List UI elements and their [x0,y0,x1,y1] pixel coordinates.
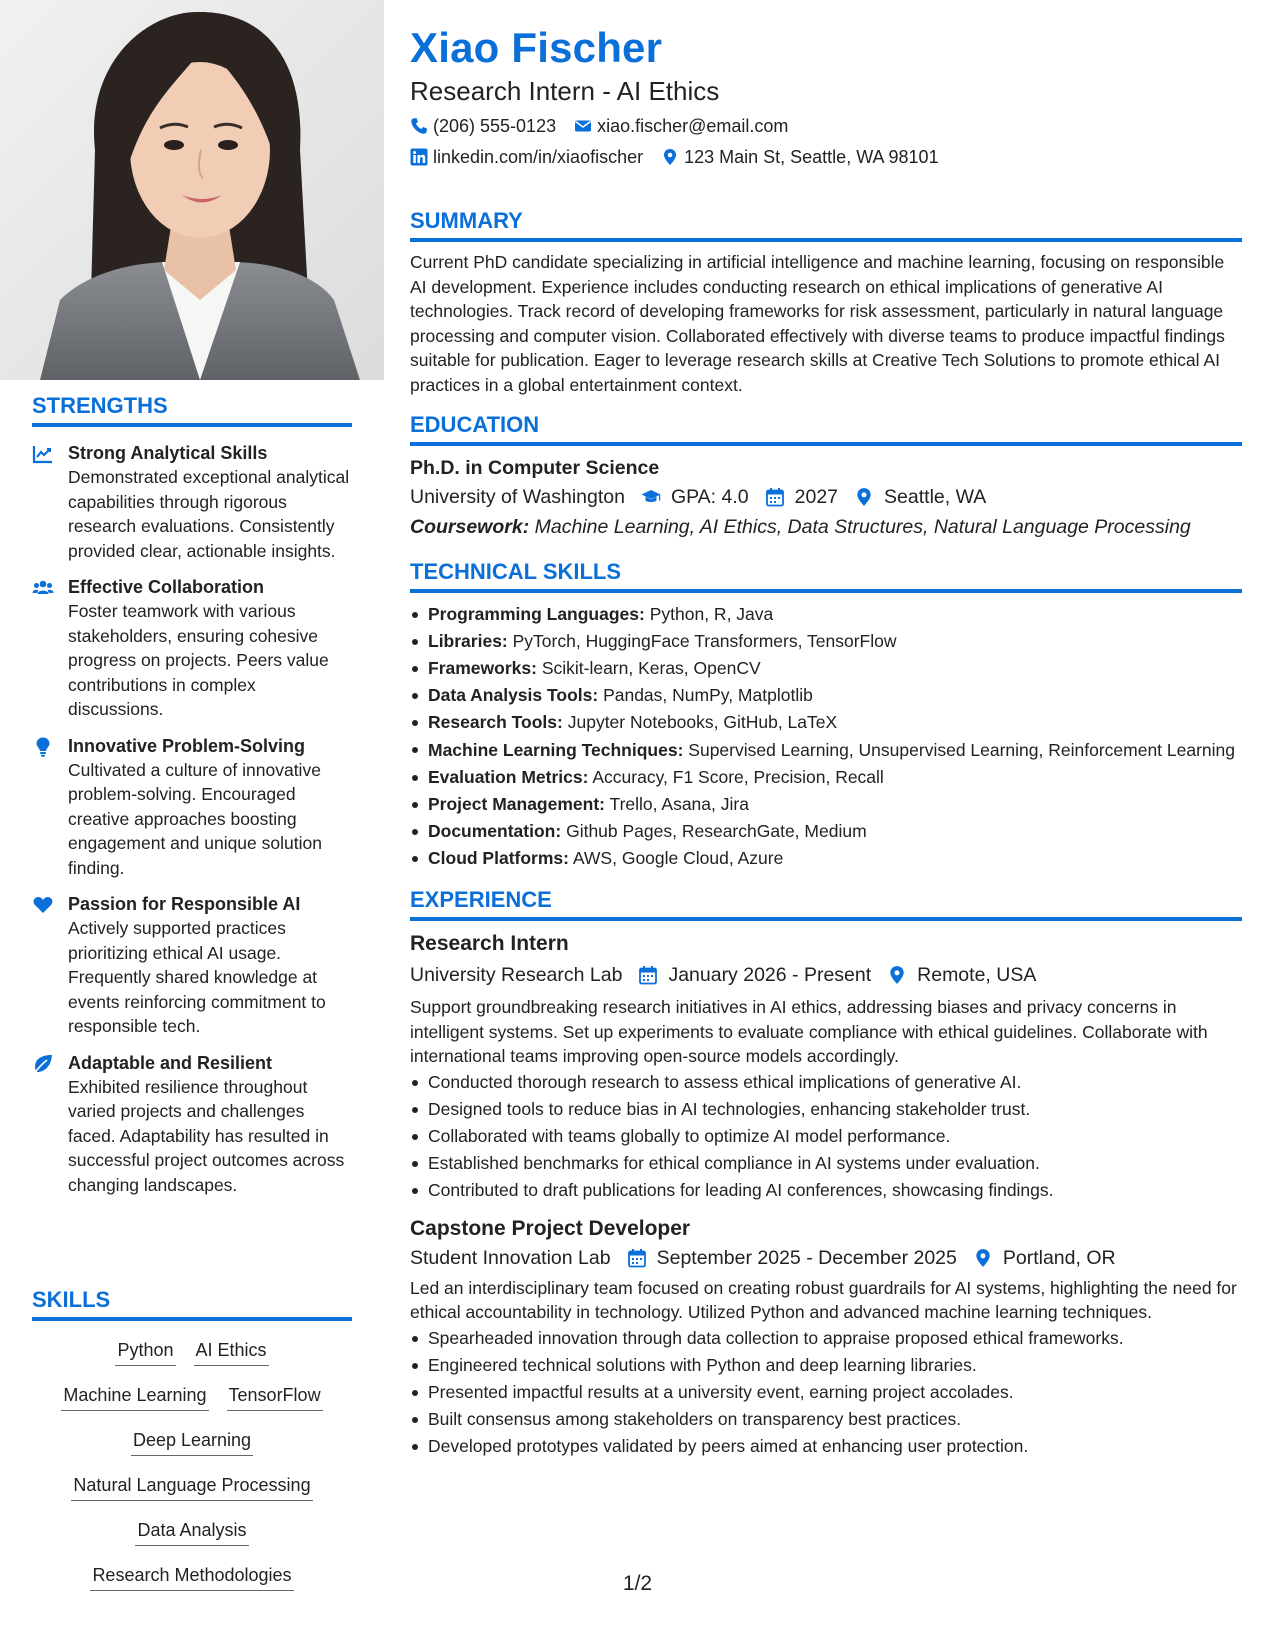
right-column [410,22,1242,1460]
email-contact[interactable] [574,114,788,138]
technical-skills-section [410,558,1242,872]
strength-description: Foster teamwork with various stakeholders, ensuring cohesive progress on projects. Peers value contributions in complex discussions. [68,601,329,719]
strength-title: Passion for Responsible AI [68,894,301,914]
graduation-year: 2027 [794,486,839,508]
strength-title: Adaptable and Resilient [68,1052,273,1073]
calendar-icon [765,487,785,507]
users-icon [32,575,56,722]
skill-value: Pandas, NumPy, Matplotlib [603,685,813,705]
candidate-role: Research Intern - AI Ethics [410,76,720,106]
skill-label: Cloud Platforms: [428,848,569,868]
address-text: 123 Main St, Seattle, WA 98101 [684,147,939,167]
technical-skills-list [410,601,1242,872]
skill-label: Research Tools: [428,712,563,732]
leaf-icon [32,1051,56,1198]
education-location: Seattle, WA [884,486,987,508]
skill-tag: Natural Language Processing [71,1473,312,1501]
job-entry [410,929,1242,1204]
job-meta-row [410,959,1242,991]
skill-tag: Data Analysis [135,1518,248,1546]
envelope-icon [574,117,592,135]
list-item [410,655,1242,682]
skills-heading: SKILLS [32,1286,352,1321]
calendar-icon [638,965,658,985]
map-pin-icon [973,1248,993,1268]
email-text[interactable]: xiao.fischer@email.com [597,116,789,136]
map-pin-icon [854,487,874,507]
job-location: Portland, OR [1002,1246,1116,1269]
skill-tags [32,1329,352,1599]
skill-label: Frameworks: [428,658,537,678]
summary-heading: SUMMARY [410,207,1242,242]
contact-row [410,114,1242,138]
list-item [410,791,1242,818]
summary-section [410,207,1242,397]
linkedin-contact[interactable] [410,145,643,169]
experience-section [410,886,1242,1460]
strengths-heading: STRENGTHS [32,392,352,427]
strength-title: Effective Collaboration [68,577,265,597]
skill-value: AWS, Google Cloud, Azure [572,848,784,868]
strength-title: Strong Analytical Skills [68,443,268,463]
phone-text: (206) 555-0123 [433,116,557,136]
list-item [410,736,1242,764]
list-item: Conducted thorough research to assess ethical implications of generative AI. [410,1069,1242,1096]
education-meta-row [410,482,1242,512]
job-title: Research Intern [410,932,569,955]
job-bullets [410,1069,1242,1204]
linkedin-icon [410,148,428,166]
degree-title: Ph.D. in Computer Science [410,457,660,479]
skill-value: Supervised Learning, Unsupervised Learning, Reinforcement Learning [688,740,1236,760]
strength-item [32,441,352,563]
profile-photo-illustration [0,0,384,380]
coursework-list: Machine Learning, AI Ethics, Data Structures, Natural Language Processing [534,516,1191,538]
strength-description: Demonstrated exceptional analytical capabilities through rigorous research evaluations. Consistently provided clear, actionable insights. [68,467,350,561]
list-item [410,764,1242,791]
list-item: Built consensus among stakeholders on transparency best practices. [410,1406,1242,1433]
job-entry [410,1214,1242,1460]
calendar-icon [627,1248,647,1268]
list-item: Engineered technical solutions with Python and deep learning libraries. [410,1352,1242,1379]
skill-value: Trello, Asana, Jira [609,794,749,814]
skill-label: Documentation: [428,821,562,841]
school-name: University of Washington [410,486,625,508]
skill-label: Project Management: [428,794,605,814]
experience-heading: EXPERIENCE [410,886,1242,921]
coursework-label: Coursework: [410,516,530,538]
lightbulb-icon [32,734,56,881]
page-number: 1/2 [622,1572,653,1595]
list-item [410,601,1242,628]
contact-row [410,145,1242,169]
list-item: Spearheaded innovation through data collection to appraise proposed ethical frameworks. [410,1325,1242,1352]
linkedin-text[interactable]: linkedin.com/in/xiaofischer [433,147,644,167]
phone-contact [410,114,556,138]
job-location: Remote, USA [917,964,1037,986]
skill-value: Accuracy, F1 Score, Precision, Recall [592,767,884,787]
list-item: Designed tools to reduce bias in AI technologies, enhancing stakeholder trust. [410,1096,1242,1123]
phone-icon [410,117,428,135]
skill-tag-row [61,1374,322,1419]
list-item [410,682,1242,709]
strength-item [32,575,352,722]
strength-description: Actively supported practices prioritizing ethical AI usage. Frequently shared knowledge at events reinforcing commitment to responsible tech. [68,918,326,1036]
technical-skills-heading: TECHNICAL SKILLS [410,558,1242,593]
summary-text: Current PhD candidate specializing in artificial intelligence and machine learning, focusing on responsible AI development. Experience includes conducting research on ethical implications of generative AI technologies. Track record of developing frameworks for risk assessment, particularly in natural language processing and computer vision. Collaborated effectively with diverse teams to produce impactful findings suitable for publication. Eager to leverage research skills at Creative Tech Solutions to promote ethical AI practices in a global entertainment context. [410,252,1225,395]
list-item: Presented impactful results at a university event, earning project accolades. [410,1379,1242,1406]
list-item: Developed prototypes validated by peers aimed at enhancing user protection. [410,1433,1242,1460]
strength-description: Exhibited resilience throughout varied projects and challenges faced. Adaptability has resulted in successful project outcomes across changing landscapes. [68,1076,345,1195]
skill-tag: TensorFlow [227,1383,323,1411]
job-organization: University Research Lab [410,964,623,986]
chart-line-icon [32,441,56,563]
job-bullets [410,1325,1242,1460]
coursework-line [410,512,1242,542]
skill-tag: Research Methodologies [90,1563,293,1591]
list-item [410,628,1242,655]
job-dates: September 2025 - December 2025 [656,1246,957,1269]
heart-icon [32,892,56,1039]
list-item: Established benchmarks for ethical compliance in AI systems under evaluation. [410,1150,1242,1177]
skill-value: Scikit-learn, Keras, OpenCV [541,658,761,678]
gpa-text: GPA: 4.0 [670,486,749,508]
skill-tag-row [115,1329,268,1374]
job-dates: January 2026 - Present [668,964,872,986]
list-item [410,845,1242,872]
skill-tag: AI Ethics [194,1338,269,1366]
job-description: Led an interdisciplinary team focused on creating robust guardrails for AI systems, highlighting the need for ethical accountability in technology. Utilized Python and advanced machine learning techniques. [410,1277,1237,1322]
strength-item [32,734,352,881]
skill-tag: Deep Learning [131,1428,253,1456]
skill-tag: Machine Learning [61,1383,208,1411]
skill-tag-row [131,1419,253,1464]
education-section [410,411,1242,542]
skills-section [32,1286,352,1599]
candidate-name: Xiao Fischer [410,24,663,71]
skill-tag: Python [115,1338,175,1366]
address-contact [661,145,939,169]
strength-description: Cultivated a culture of innovative problem-solving. Encouraged creative approaches boosting engagement and unique solution finding. [68,759,322,878]
job-description: Support groundbreaking research initiatives in AI ethics, addressing biases and privacy concerns in intelligent systems. Set up experiments to evaluate compliance with ethical guidelines. Collaborate with international teams improving open-source models accordingly. [410,997,1208,1066]
strength-item [32,892,352,1039]
education-heading: EDUCATION [410,411,1242,446]
skill-value: Jupyter Notebooks, GitHub, LaTeX [567,712,838,732]
map-pin-icon [887,965,907,985]
graduation-cap-icon [641,487,661,507]
skill-tag-row [135,1509,248,1554]
profile-photo [0,0,384,380]
list-item [410,818,1242,845]
job-meta-row [410,1244,1242,1272]
list-item: Collaborated with teams globally to optimize AI model performance. [410,1123,1242,1150]
strengths-section [32,392,352,1209]
skill-value: Github Pages, ResearchGate, Medium [566,821,867,841]
skill-label: Data Analysis Tools: [428,685,599,705]
strength-item [32,1051,352,1198]
skill-label: Programming Languages: [428,604,645,624]
job-organization: Student Innovation Lab [410,1246,611,1269]
strength-title: Innovative Problem-Solving [68,735,306,756]
list-item [410,709,1242,736]
skill-tag-row [71,1464,312,1509]
list-item: Contributed to draft publications for leading AI conferences, showcasing findings. [410,1177,1242,1204]
skill-label: Libraries: [428,631,508,651]
skill-label: Machine Learning Techniques: [428,740,684,760]
skill-value: Python, R, Java [649,604,774,624]
map-pin-icon [661,148,679,166]
job-title: Capstone Project Developer [410,1216,691,1240]
left-column [0,0,384,1650]
skill-value: PyTorch, HuggingFace Transformers, TensorFlow [512,631,897,651]
skill-label: Evaluation Metrics: [428,767,589,787]
